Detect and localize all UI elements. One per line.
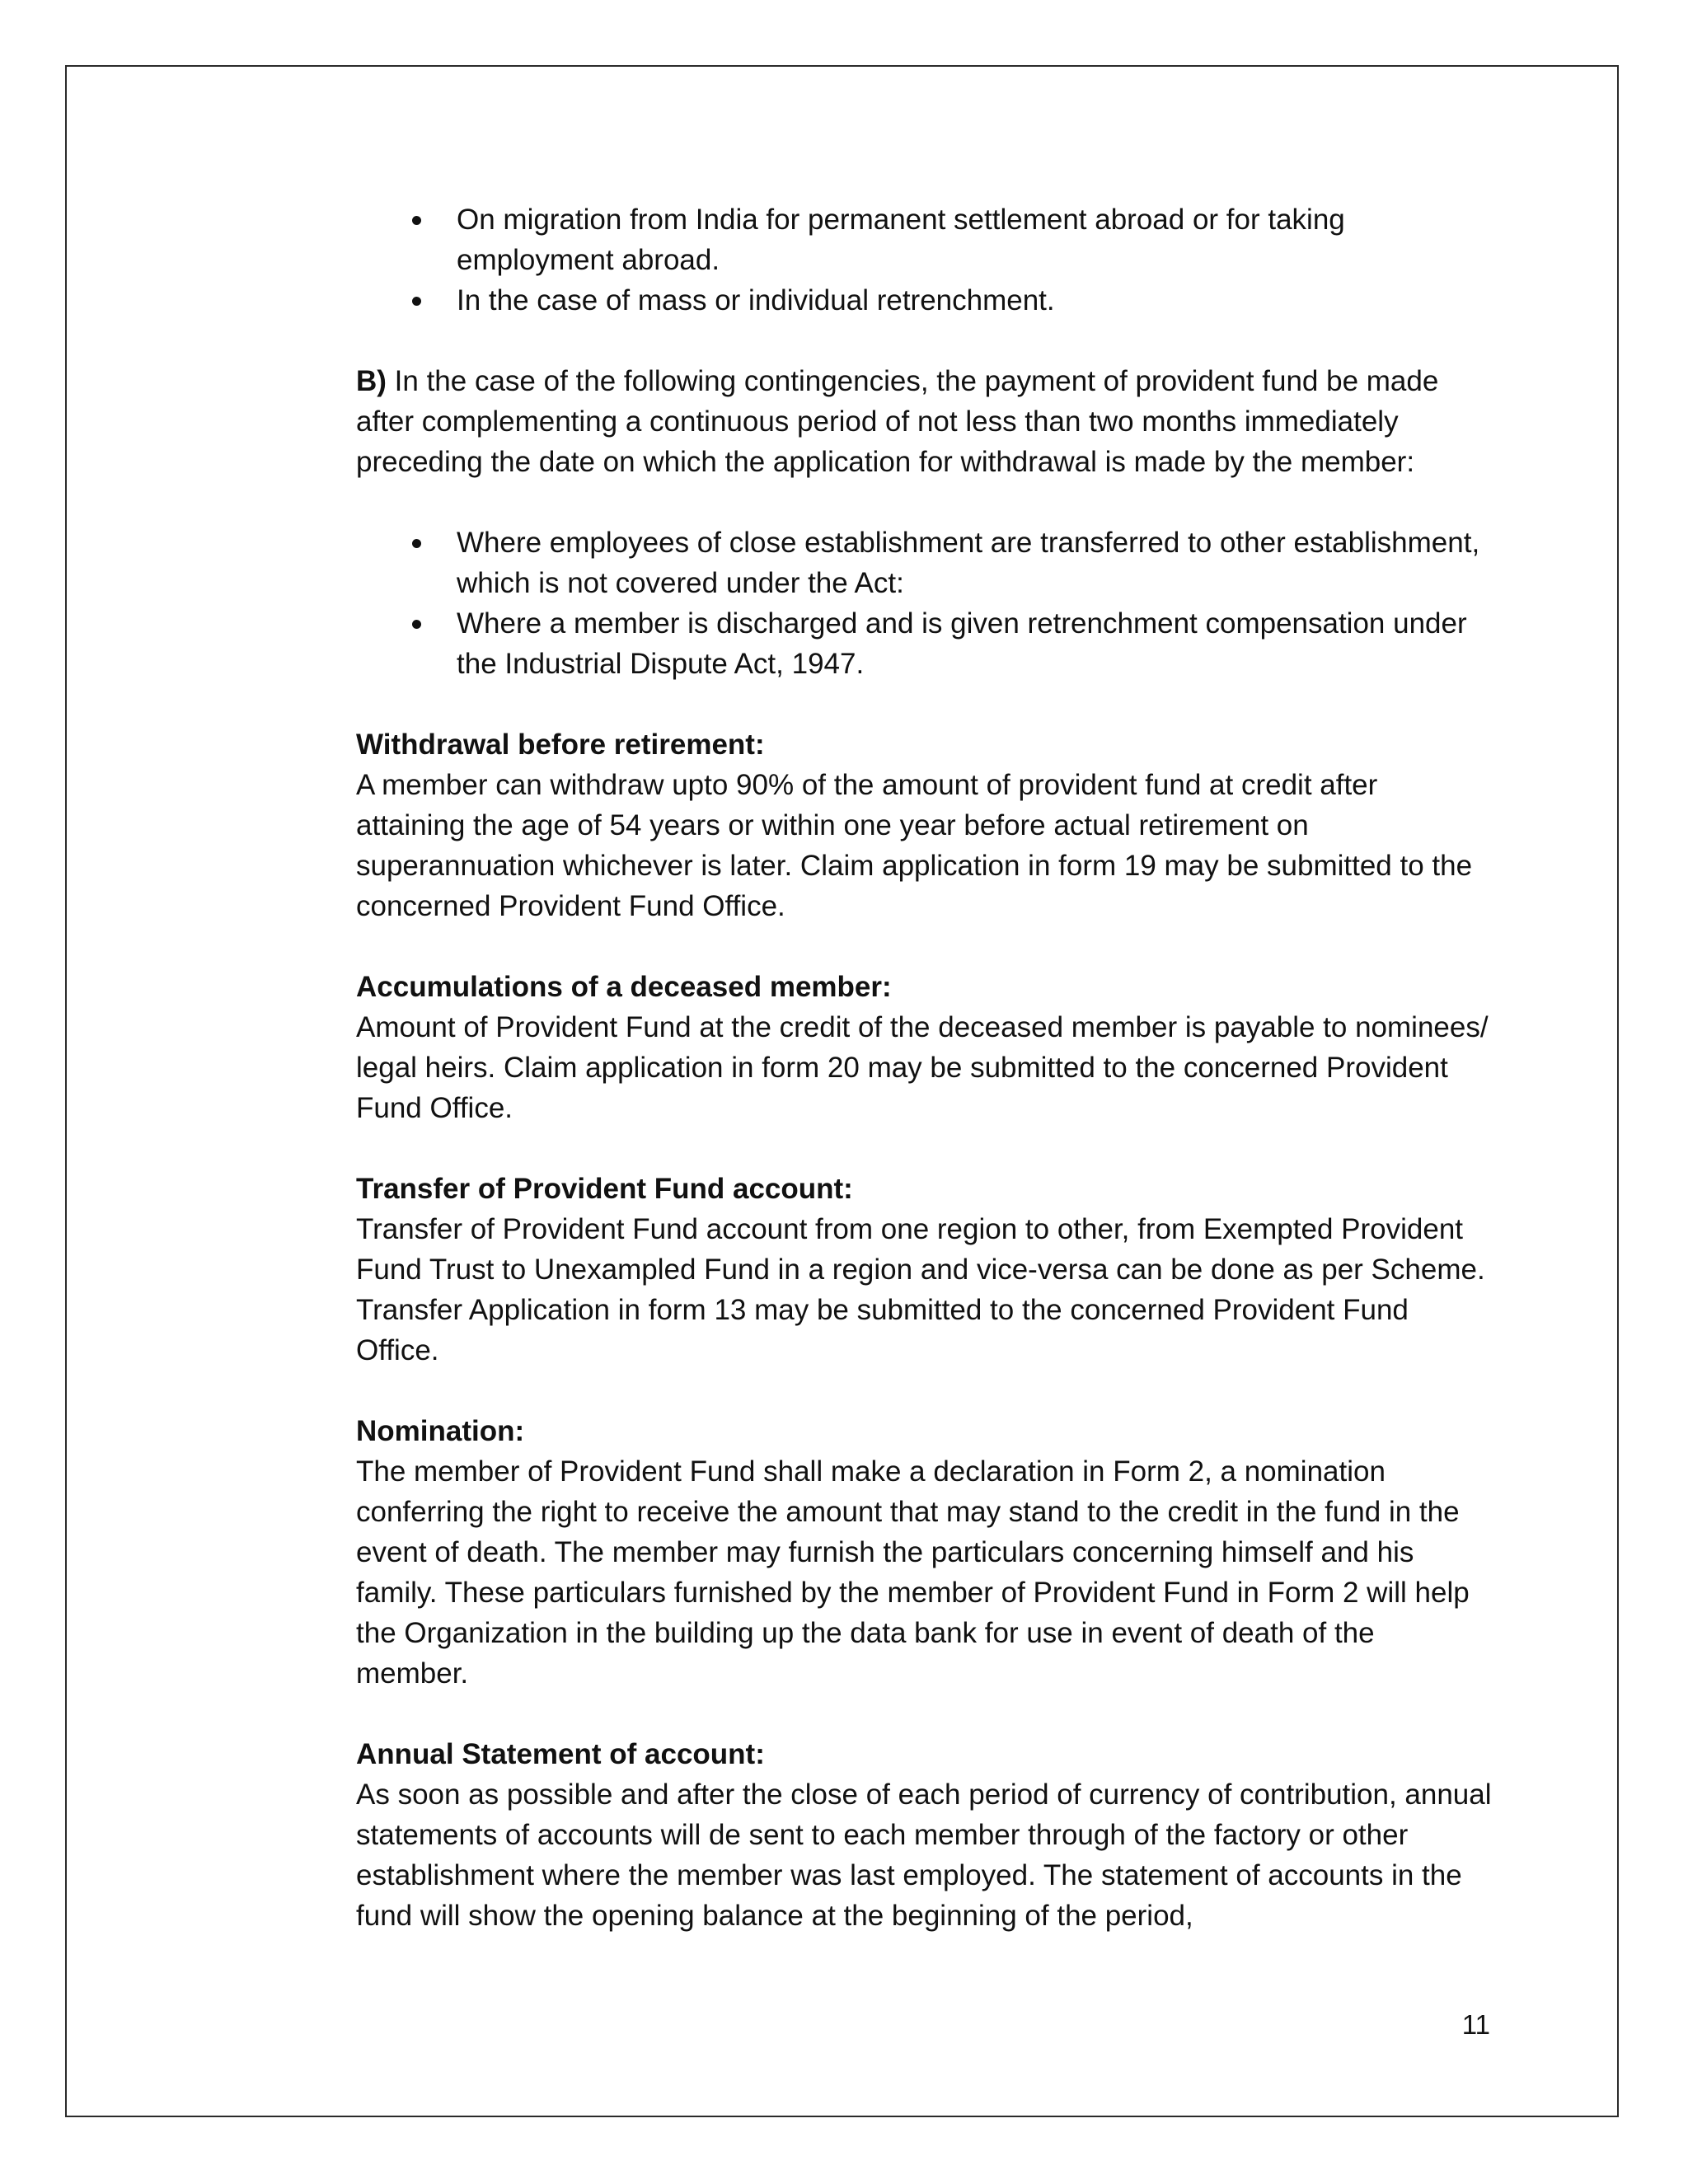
section-heading-transfer: Transfer of Provident Fund account: [356,1173,853,1205]
section-body-annual-statement: As soon as possible and after the close of each period of currency of contribution, annual statements of accounts will de sent to each member through of the factory or other establishment where the member was last employed. The statement of accounts in the fund will show the opening balance at the beginning of the period, [356,1779,1492,1932]
page-number: 11 [1461,2009,1490,2040]
bullet-icon [412,297,421,306]
section-b-label: B) [356,365,387,397]
section-b-paragraph [356,361,1493,482]
bullet-list-top [356,199,1493,321]
section-heading-annual-statement: Annual Statement of account: [356,1738,765,1770]
bullet-icon [412,216,421,225]
section-body-withdrawal: A member can withdraw upto 90% of the amount of provident fund at credit after attaining the age of 54 years or within one year before actual retirement on superannuation whichever is later. Claim application in form 19 may be submitted to the concerned Provident Fund Office. [356,769,1473,922]
section-body-deceased-member: Amount of Provident Fund at the credit of the deceased member is payable to nominees/ legal heirs. Claim application in form 20 may be submitted to the concerned Provident Fund Office. [356,1011,1489,1124]
section-b-text: In the case of the following contingencies, the payment of provident fund be made after complementing a continuous period of not less than two months immediately preceding the date on which the application for withdrawal is made by the member: [356,365,1439,478]
section-body-transfer: Transfer of Provident Fund account from one region to other, from Exempted Provident Fund Trust to Unexampled Fund in a region and vice-versa can be done as per Scheme. Transfer Application in form 13 may be submitted to the concerned Provident Fund Office. [356,1213,1485,1366]
bullet-icon [412,539,421,548]
list-item: In the case of mass or individual retrenchment. [356,280,1493,321]
section-heading-deceased-member: Accumulations of a deceased member: [356,971,892,1003]
section-heading-nomination: Nomination: [356,1415,525,1447]
list-item: Where a member is discharged and is given retrenchment compensation under the Industrial Dispute Act, 1947. [356,603,1493,684]
bullet-icon [412,620,421,629]
section-body-nomination: The member of Provident Fund shall make a declaration in Form 2, a nomination conferring the right to receive the amount that may stand to the credit in the fund in the event of death. The member may furnish the particulars concerning himself and his family. These particulars furnished by the member of Provident Fund in Form 2 will help the Organization in the building up the data bank for use in event of death of the member. [356,1455,1470,1690]
page-content [356,199,1493,1936]
list-item: On migration from India for permanent settlement abroad or for taking employment abroad. [356,199,1493,280]
bullet-list-b [356,523,1493,684]
list-item: Where employees of close establishment are transferred to other establishment, which is not covered under the Act: [356,523,1493,603]
section-heading-withdrawal: Withdrawal before retirement: [356,729,765,761]
